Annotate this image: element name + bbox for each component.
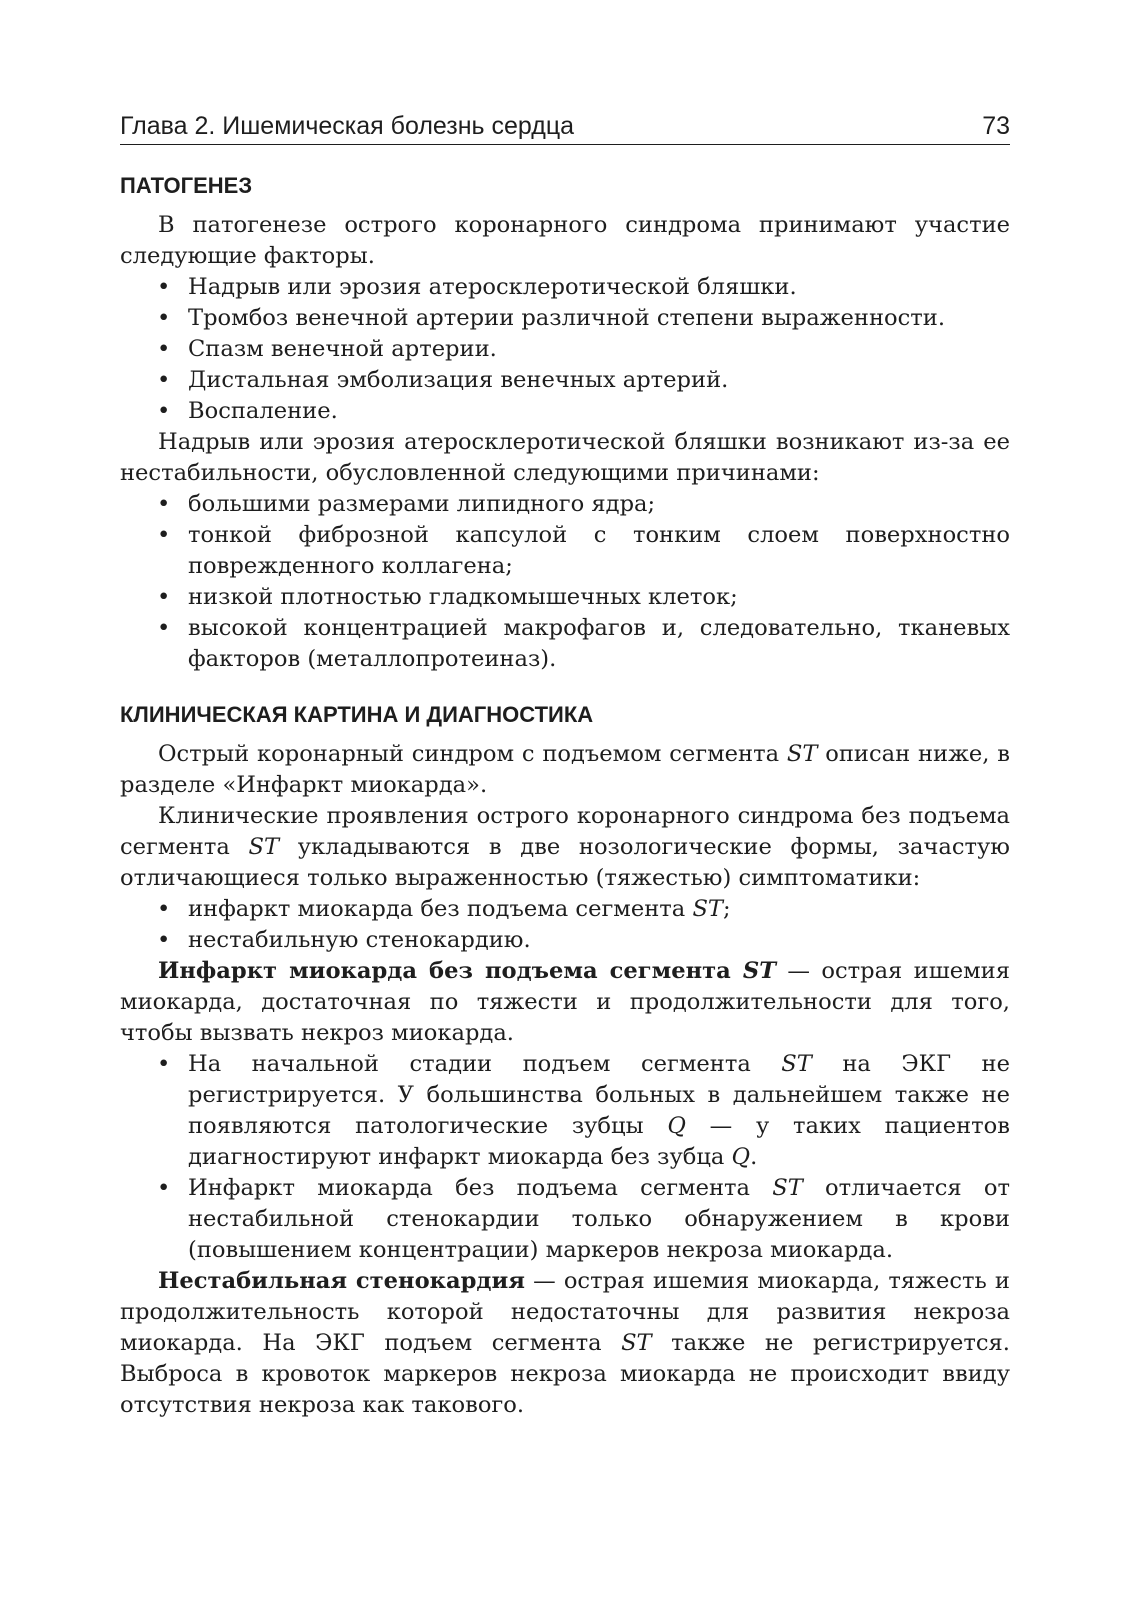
- page-number: 73: [982, 112, 1010, 140]
- running-head: [120, 108, 1010, 145]
- mi-term: Инфаркт миокарда без подъема сегмента ST: [158, 958, 777, 984]
- instability-causes-list: [120, 489, 1010, 675]
- list-item: • Воспаление.: [120, 396, 1010, 427]
- list-item: • низкой плотностью гладкомышечных клеток;: [120, 582, 1010, 613]
- page-body: [120, 168, 1010, 1421]
- list-item: • инфаркт миокарда без подъема сегмента ST;: [120, 894, 1010, 925]
- list-item: • Тромбоз венечной артерии различной степени выраженности.: [120, 303, 1010, 334]
- list-item: • нестабильную стенокардию.: [120, 925, 1010, 956]
- stemi-paragraph: Острый коронарный синдром с подъемом сегмента ST описан ниже, в разделе «Инфаркт миокарда».: [120, 741, 1010, 798]
- unstable-angina-paragraph: Нестабильная стенокардия — острая ишемия миокарда, тяжесть и продолжительность которой недостаточны для развития некроза миокарда. На ЭКГ подъем сегмента ST также не регистрируется. Выброса в кровоток маркеров некроза миокарда не происходит ввиду отсутствия некроза как такового.: [120, 1268, 1010, 1418]
- pathogenesis-factors-list: [120, 272, 1010, 427]
- list-item: • Инфаркт миокарда без подъема сегмента ST отличается от нестабильной стенокардии только обнаружением в крови (повышением концентрации) маркеров некроза миокарда.: [120, 1173, 1010, 1266]
- pathogenesis-intro: В патогенезе острого коронарного синдрома принимают участие следующие факторы.: [120, 212, 1010, 269]
- list-item: • высокой концентрацией макрофагов и, следовательно, тканевых факторов (металлопротеиназ).: [120, 613, 1010, 675]
- section-heading-pathogenesis: ПАТОГЕНЕЗ: [120, 173, 253, 198]
- mi-details-list: [120, 1049, 1010, 1266]
- list-item: • большими размерами липидного ядра;: [120, 489, 1010, 520]
- chapter-title: Глава 2. Ишемическая болезнь сердца: [120, 112, 575, 140]
- list-item: • Надрыв или эрозия атеросклеротической бляшки.: [120, 272, 1010, 303]
- list-item: • Дистальная эмболизация венечных артерий.: [120, 365, 1010, 396]
- list-item: • тонкой фиброзной капсулой с тонким слоем поверхностно поврежденного коллагена;: [120, 520, 1010, 582]
- list-item: • На начальной стадии подъем сегмента ST на ЭКГ не регистрируется. У большинства больных в дальнейшем также не появляются патологические зубцы Q — у таких пациентов диагностируют инфаркт миокарда без зубца Q.: [120, 1049, 1010, 1173]
- list-item: • Спазм венечной артерии.: [120, 334, 1010, 365]
- nosological-forms-list: [120, 894, 1010, 956]
- mi-definition-paragraph: Инфаркт миокарда без подъема сегмента ST — острая ишемия миокарда, достаточная по тяжести и продолжительности для того, чтобы вызвать некроз миокарда.: [120, 958, 1010, 1046]
- nstemi-acs-paragraph: Клинические проявления острого коронарного синдрома без подъема сегмента ST укладываются в две нозологические формы, зачастую отличающиеся только выраженностью (тяжестью) симптоматики:: [120, 803, 1010, 891]
- unstable-angina-term: Нестабильная стенокардия: [158, 1268, 525, 1294]
- instability-paragraph: Надрыв или эрозия атеросклеротической бляшки возникают из-за ее нестабильности, обусловленной следующими причинами:: [120, 429, 1010, 486]
- section-heading-clinical: КЛИНИЧЕСКАЯ КАРТИНА И ДИАГНОСТИКА: [120, 702, 594, 727]
